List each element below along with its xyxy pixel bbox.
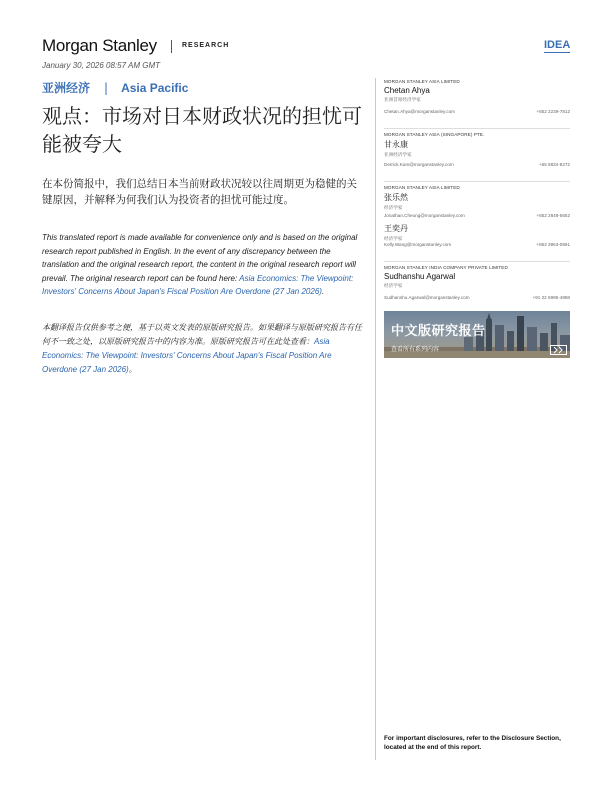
region-label: Asia Pacific — [121, 81, 189, 95]
contact-email[interactable]: Chetan.Ahya@morganstanley.com — [384, 109, 455, 114]
banner-title: 中文版研究报告 — [391, 324, 486, 339]
contact-role: 经济学家 — [384, 284, 403, 289]
contact-role: 亚洲首席经济学家 — [384, 98, 421, 103]
original-report-link-en[interactable]: Asia Economics: The Viewpoint: Investors' Concerns About Japan's Fiscal Position Are Overdone (27 Jan 2026) — [42, 273, 354, 296]
category-line — [42, 79, 188, 96]
chinese-disclaimer — [42, 321, 367, 377]
contact-card — [384, 185, 570, 218]
chinese-reports-banner[interactable] — [384, 311, 570, 358]
contact-phone: +91 22 6995-4958 — [532, 295, 570, 300]
contact-email[interactable]: Sudhanshu.Agarwal@morganstanley.com — [384, 295, 470, 300]
contact-phone: +852 2848-5652 — [536, 213, 570, 218]
report-summary: 在本份简报中，我们总结日本当前财政状况较以往周期更为稳健的关键原因，并解释为何我们认为投资者的担忧可能过度。 — [42, 178, 357, 206]
publish-date: January 30, 2026 08:57 AM GMT — [42, 61, 160, 70]
contact-phone: +852 3963-0891 — [536, 242, 570, 247]
original-report-link-zh[interactable]: Asia Economics: The Viewpoint: Investors' Concerns About Japan's Fiscal Position Are Overdone (27 Jan 2026) — [42, 337, 332, 374]
contact-company: MORGAN STANLEY INDIA COMPANY PRIVATE LIMITED — [384, 265, 508, 270]
contact-company: MORGAN STANLEY ASIA LIMITED — [384, 185, 460, 190]
contact-role: 亚洲经济学家 — [384, 153, 412, 158]
morgan-stanley-logo: Morgan Stanley — [42, 36, 157, 55]
header-divider — [171, 40, 172, 53]
contact-role: 经济学家 — [384, 206, 403, 211]
category-label: 亚洲经济 — [42, 81, 91, 95]
contact-phone: +852 2239-7812 — [536, 109, 570, 114]
analyst-contacts — [384, 79, 570, 317]
contact-name: Chetan Ahya — [384, 86, 430, 95]
idea-badge: IDEA — [544, 39, 571, 51]
contact-name: Sudhanshu Agarwal — [384, 272, 456, 281]
contact-name: 甘永康 — [384, 140, 408, 149]
english-disclaimer-end: . — [321, 287, 325, 296]
contact-email[interactable]: Derrick.Kam@morganstanley.com — [384, 162, 454, 167]
page-header — [42, 36, 570, 58]
contact-card — [384, 79, 570, 129]
contact-email[interactable]: Kelly.Wang@morganstanley.com — [384, 242, 452, 247]
header-section-label: RESEARCH — [182, 42, 230, 49]
category-separator: | — [104, 81, 109, 95]
contact-role: 经济学家 — [384, 237, 403, 242]
contact-phone: +65 6834-8272 — [538, 162, 570, 167]
report-title: 观点：市场对日本财政状况的担忧可能被夸大 — [42, 104, 362, 156]
contact-name: 王奕丹 — [384, 224, 408, 233]
contact-company: MORGAN STANLEY ASIA LIMITED — [384, 79, 460, 84]
arrow-right-icon[interactable] — [550, 345, 567, 355]
contact-card — [384, 265, 570, 314]
english-disclaimer-text: This translated report is made available for convenience only and is based on the original research report published in English. In the event of any discrepancy between the translation and the original research report, the content in the original research report will prevail. The original research report can be found here: — [42, 233, 358, 283]
contact-email[interactable]: Jonathan.Cheung@morganstanley.com — [384, 213, 465, 218]
contact-name: 张乐然 — [384, 193, 408, 202]
english-disclaimer — [42, 231, 367, 299]
column-divider — [375, 78, 376, 760]
contact-card — [384, 223, 570, 262]
contact-card — [384, 132, 570, 182]
chinese-disclaimer-end: 。 — [128, 365, 137, 374]
disclosure-note: For important disclosures, refer to the Disclosure Section, located at the end of this report. — [384, 735, 561, 751]
contact-company: MORGAN STANLEY ASIA (SINGAPORE) PTE. — [384, 132, 485, 137]
banner-subtitle: 查看所有系列内容 — [391, 346, 440, 353]
chinese-disclaimer-text: 本翻译报告仅供参考之便，基于以英文发表的原版研究报告。如果翻译与原版研究报告有任何不一致之处，以原版研究报告中的内容为准。原版研究报告可在此处查看： — [42, 323, 362, 346]
